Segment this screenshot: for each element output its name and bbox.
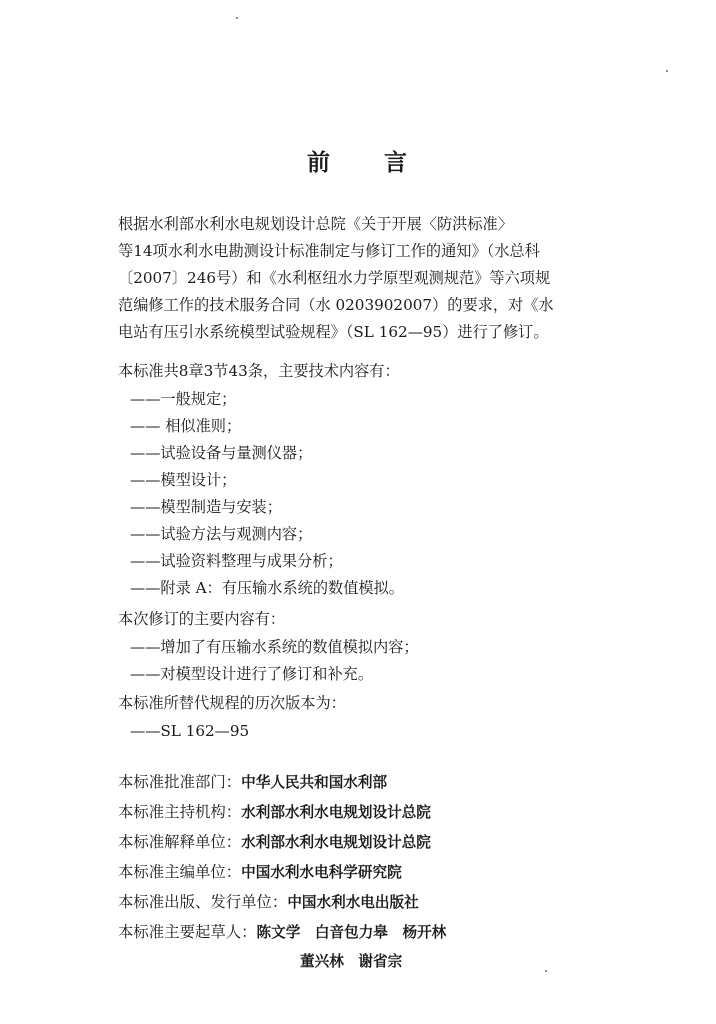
org-row [118,890,419,912]
org-row [118,830,431,852]
title-char-1: 前 [307,150,332,176]
org-row [118,770,387,792]
org-row-continued [300,950,402,971]
revision-intro: 本次修订的主要内容有： [118,610,286,628]
org-value: 水利部水利水电规划设计总院 [241,804,431,821]
list-item: —— 相似准则； [130,417,242,435]
org-value: 中国水利水电出版社 [287,894,419,911]
intro-line-1: 根据水利部水利水电规划设计总院《关于开展〈防洪标准〉 [118,215,513,233]
org-label: 本标准主要起草人： [118,923,257,941]
list-item: ——试验设备与量测仪器； [130,444,313,462]
list-item: ——试验资料整理与成果分析； [130,552,343,570]
list-item: ——附录 A：有压输水系统的数值模拟。 [130,579,404,597]
history-item: ——SL 162—95 [130,722,250,740]
list-item: ——模型设计； [130,471,237,489]
title-char-2: 言 [384,150,409,176]
intro-line-5: 电站有压引水系统模型试验规程》（SL 162—95）进行了修订。 [118,323,549,341]
org-label: 本标准主持机构： [118,803,242,821]
content-intro: 本标准共8章3节43条，主要技术内容有： [118,362,400,380]
org-value: 陈文学 白音包力皋 杨开林 [256,924,447,941]
intro-line-3: 〔2007〕246号）和《水利枢纽水力学原型观测规范》等六项规 [118,269,551,287]
scan-speck [236,17,238,19]
org-row [118,800,431,822]
org-label: 本标准解释单位： [118,833,242,851]
list-item: ——模型制造与安装； [130,498,282,516]
list-item: ——增加了有压输水系统的数值模拟内容； [130,638,419,656]
list-item: ——试验方法与观测内容； [130,525,313,543]
list-item: ——对模型设计进行了修订和补充。 [130,665,373,683]
org-label: 本标准出版、发行单位： [118,893,288,911]
org-row [118,860,402,882]
scan-speck [545,970,547,972]
list-item: ——一般规定； [130,390,237,408]
history-intro: 本标准所替代规程的历次版本为： [118,694,346,712]
org-value: 董兴林 谢省宗 [300,953,403,970]
org-value: 中国水利水电科学研究院 [241,864,402,881]
intro-line-4: 范编修工作的技术服务合同（水 0203902007）的要求，对《水 [118,296,554,314]
org-label: 本标准批准部门： [118,773,242,791]
scan-speck [666,70,668,72]
org-row [118,920,446,942]
page-title [0,144,716,177]
org-value: 水利部水利水电规划设计总院 [241,834,431,851]
intro-line-2: 等14项水利水电勘测设计标准制定与修订工作的通知》（水总科 [118,242,540,260]
org-value: 中华人民共和国水利部 [241,774,388,791]
org-label: 本标准主编单位： [118,863,242,881]
